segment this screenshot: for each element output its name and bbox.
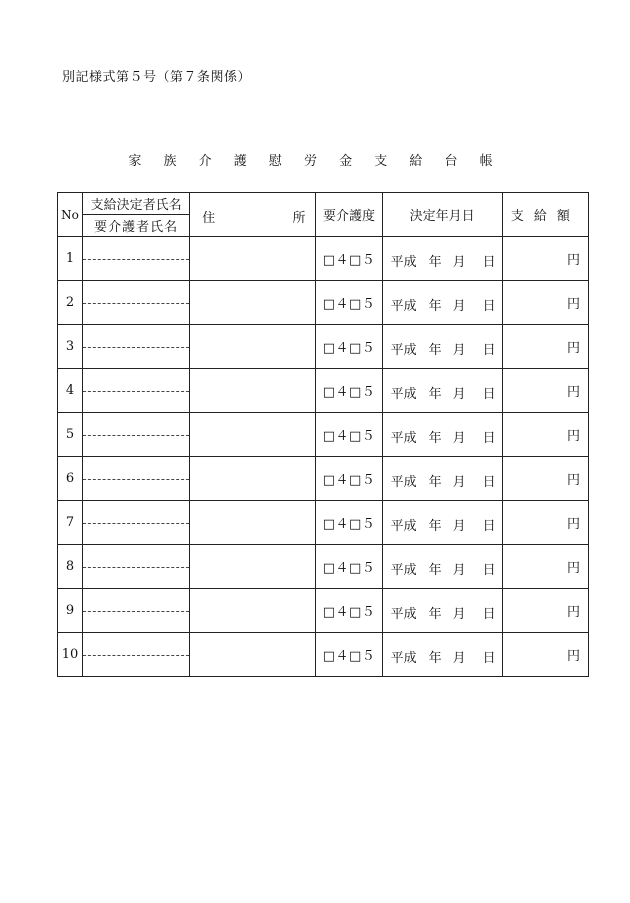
decision-date-cell[interactable] [382,545,502,589]
date-day-label: 日 [482,607,496,622]
name-divider-dashed [83,479,189,480]
date-year-label: 年 [428,299,442,314]
address-cell[interactable] [190,325,316,369]
address-cell[interactable] [190,501,316,545]
name-cell[interactable] [83,457,190,501]
address-cell[interactable] [190,237,316,281]
table-header-row [58,193,589,237]
amount-cell[interactable]: 円 [502,457,588,501]
name-cell[interactable] [83,325,190,369]
name-cell[interactable] [83,281,190,325]
date-month-label: 月 [452,387,466,402]
decision-date-cell[interactable] [382,501,502,545]
date-month-label: 月 [452,475,466,490]
date-year-label: 年 [428,431,442,446]
date-year-label: 年 [428,651,442,666]
date-day-label: 日 [482,255,496,270]
name-divider-dashed [83,523,189,524]
date-year-label: 年 [428,255,442,270]
date-day-label: 日 [482,343,496,358]
table-row [58,545,589,589]
name-divider-dashed [83,391,189,392]
care-level-checkboxes[interactable]: □４□５ [316,237,382,281]
header-name [83,193,190,237]
row-number: 6 [58,457,83,501]
date-era: 平成 [390,255,417,270]
page-title: 家 族 介 護 慰 労 金 支 給 台 帳 [128,154,502,169]
table-row [58,501,589,545]
name-divider-dashed [83,303,189,304]
address-cell[interactable] [190,413,316,457]
name-divider-dashed [83,567,189,568]
date-era: 平成 [390,299,417,314]
table-row [58,237,589,281]
decision-date-cell[interactable] [382,413,502,457]
name-cell[interactable] [83,413,190,457]
table-row [58,589,589,633]
ledger-table [57,192,589,677]
name-cell[interactable] [83,589,190,633]
care-level-checkboxes[interactable]: □４□５ [316,281,382,325]
date-day-label: 日 [482,299,496,314]
row-number: 5 [58,413,83,457]
date-month-label: 月 [452,651,466,666]
name-divider-dashed [83,655,189,656]
decision-date-cell[interactable] [382,369,502,413]
decision-date-cell[interactable] [382,237,502,281]
care-level-checkboxes[interactable]: □４□５ [316,501,382,545]
amount-cell[interactable]: 円 [502,281,588,325]
row-number: 4 [58,369,83,413]
header-address [190,193,316,237]
date-day-label: 日 [482,431,496,446]
date-era: 平成 [390,343,417,358]
date-era: 平成 [390,475,417,490]
amount-cell[interactable]: 円 [502,325,588,369]
table-row [58,369,589,413]
amount-cell[interactable]: 円 [502,369,588,413]
row-number: 9 [58,589,83,633]
name-cell[interactable] [83,545,190,589]
date-era: 平成 [390,563,417,578]
care-level-checkboxes[interactable]: □４□５ [316,545,382,589]
date-era: 平成 [390,651,417,666]
address-cell[interactable] [190,633,316,677]
header-care-recipient-name: 要介護者氏名 [94,220,179,235]
header-address-right: 所 [292,211,306,226]
row-number: 7 [58,501,83,545]
care-level-checkboxes[interactable]: □４□５ [316,633,382,677]
name-divider-dashed [83,435,189,436]
amount-cell[interactable]: 円 [502,589,588,633]
header-amount: 支給額 [502,193,588,237]
header-decision-date: 決定年月日 [382,193,502,237]
date-month-label: 月 [452,519,466,534]
row-number: 1 [58,237,83,281]
name-divider-dashed [83,611,189,612]
name-divider-dashed [83,347,189,348]
form-number-note: 別記様式第５号（第７条関係） [62,70,252,85]
table-row [58,633,589,677]
date-month-label: 月 [452,563,466,578]
row-number: 2 [58,281,83,325]
row-number: 3 [58,325,83,369]
name-cell[interactable] [83,237,190,281]
header-recipient-name: 支給決定者氏名 [83,193,189,215]
care-level-checkboxes[interactable]: □４□５ [316,413,382,457]
name-cell[interactable] [83,369,190,413]
table-row [58,281,589,325]
date-month-label: 月 [452,343,466,358]
care-level-checkboxes[interactable]: □４□５ [316,457,382,501]
decision-date-cell[interactable] [382,589,502,633]
date-year-label: 年 [428,475,442,490]
address-cell[interactable] [190,457,316,501]
table-row [58,413,589,457]
date-month-label: 月 [452,255,466,270]
amount-cell[interactable]: 円 [502,633,588,677]
decision-date-cell[interactable] [382,633,502,677]
address-cell[interactable] [190,545,316,589]
date-year-label: 年 [428,563,442,578]
amount-cell[interactable]: 円 [502,501,588,545]
care-level-checkboxes[interactable]: □４□５ [316,325,382,369]
row-number: 10 [58,633,83,677]
name-divider-dashed [83,259,189,260]
header-no: No [58,193,83,237]
amount-cell[interactable]: 円 [502,545,588,589]
name-cell[interactable] [83,501,190,545]
date-year-label: 年 [428,387,442,402]
amount-cell[interactable]: 円 [502,413,588,457]
date-month-label: 月 [452,607,466,622]
address-cell[interactable] [190,281,316,325]
date-year-label: 年 [428,607,442,622]
date-era: 平成 [390,607,417,622]
date-day-label: 日 [482,387,496,402]
row-number: 8 [58,545,83,589]
table-row [58,457,589,501]
date-month-label: 月 [452,299,466,314]
date-day-label: 日 [482,563,496,578]
date-day-label: 日 [482,651,496,666]
decision-date-cell[interactable] [382,325,502,369]
date-era: 平成 [390,387,417,402]
date-year-label: 年 [428,519,442,534]
header-address-left: 住 [202,211,216,226]
decision-date-cell[interactable] [382,281,502,325]
date-year-label: 年 [428,343,442,358]
date-era: 平成 [390,431,417,446]
address-cell[interactable] [190,589,316,633]
address-cell[interactable] [190,369,316,413]
decision-date-cell[interactable] [382,457,502,501]
table-row [58,325,589,369]
care-level-checkboxes[interactable]: □４□５ [316,369,382,413]
date-day-label: 日 [482,519,496,534]
care-level-checkboxes[interactable]: □４□５ [316,589,382,633]
amount-cell[interactable]: 円 [502,237,588,281]
date-month-label: 月 [452,431,466,446]
header-care-level: 要介護度 [316,193,382,237]
date-day-label: 日 [482,475,496,490]
name-cell[interactable] [83,633,190,677]
date-era: 平成 [390,519,417,534]
